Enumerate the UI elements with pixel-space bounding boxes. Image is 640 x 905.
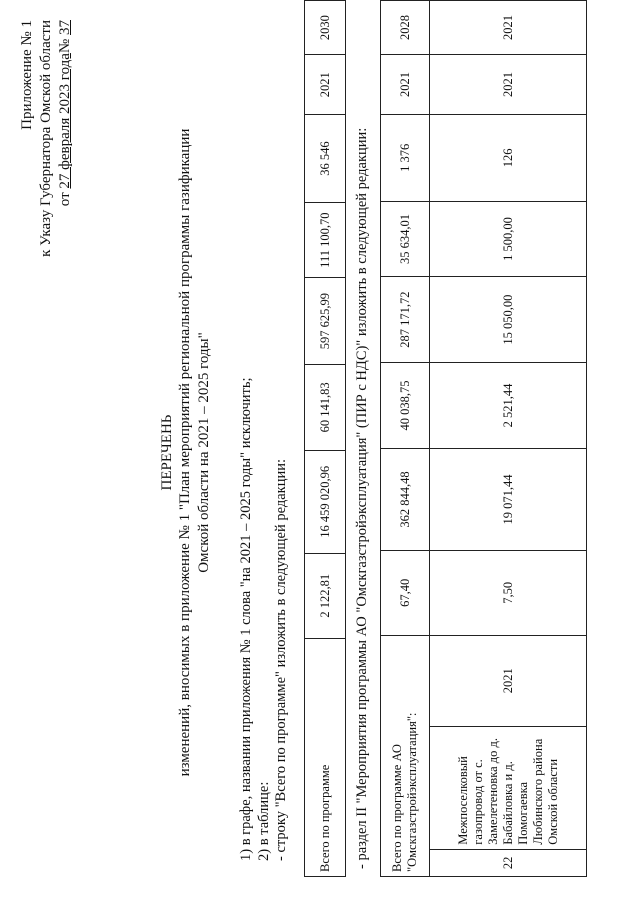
- table-cell-number: 22: [430, 849, 587, 876]
- table-row: [305, 1, 346, 877]
- heading-line2: Омской области на 2021 – 2025 годы": [195, 332, 212, 573]
- intro-item2: 2) в таблице:: [255, 781, 272, 861]
- table-cell: 1 500,00: [430, 201, 587, 276]
- table-cell-year: 2021: [430, 635, 587, 726]
- section2-text: - раздел II "Мероприятия программы АО "Омскгазстройэксплуатация" (ПИР с НДС)" изложить в следующей редакции:: [354, 127, 370, 869]
- table-cell: 36 546: [305, 115, 346, 203]
- table-cell: 362 844,48: [381, 448, 430, 550]
- document-heading: [158, 0, 213, 905]
- appendix-line3: [56, 20, 75, 257]
- table-cell: 40 038,75: [381, 363, 430, 449]
- table-cell: 597 625,99: [305, 278, 346, 364]
- table-cell: 2 122,81: [305, 553, 346, 638]
- table-cell: 35 634,01: [381, 201, 430, 276]
- table-cell: 2021: [305, 55, 346, 115]
- table-cell: 126: [430, 114, 587, 201]
- table-cell: 2 521,44: [430, 363, 587, 449]
- table-cell: 16 459 020,96: [305, 451, 346, 554]
- heading-title: ПЕРЕЧЕНЬ: [159, 414, 175, 491]
- appendix-line2: к Указу Губернатора Омской области: [37, 20, 54, 257]
- appendix-number: 37: [56, 20, 73, 35]
- appendix-number-prefix: №: [56, 38, 73, 54]
- appendix-header: [18, 20, 74, 257]
- heading-line1: изменений, вносимых в приложение № 1 "План мероприятий региональной программы газификации: [177, 128, 194, 777]
- table-cell: 60 141,83: [305, 364, 346, 450]
- table-cell-name: Всего по программе: [305, 638, 346, 876]
- table-cell: 2028: [381, 1, 430, 55]
- intro-item3: - строку "Всего по программе" изложить в следующей редакции:: [273, 458, 290, 861]
- table-cell: 19 071,44: [430, 448, 587, 550]
- table-cell-name: Межпоселковый газопровод от с. Замелетеновка до д. Бабайловка и д. Помогаевка Любинского района Омской области: [430, 726, 587, 849]
- table-cell: 2021: [430, 1, 587, 55]
- table-row: [430, 1, 587, 877]
- appendix-from: от: [56, 192, 73, 207]
- table-cell-name: Всего по программе АО "Омскгазстройэксплуатация":: [381, 635, 430, 876]
- section2-table: [380, 0, 587, 877]
- table-cell: 2030: [305, 1, 346, 55]
- table-cell: 7,50: [430, 551, 587, 636]
- table-cell: 15 050,00: [430, 277, 587, 363]
- appendix-line1: Приложение № 1: [19, 20, 35, 130]
- table-row: [381, 1, 430, 877]
- table-cell: 111 100,70: [305, 202, 346, 278]
- program-total-table: [304, 0, 346, 877]
- intro-item1: 1) в графе, названии приложения № 1 слова "на 2021 – 2025 годы" исключить;: [238, 377, 254, 861]
- table-cell: 2021: [430, 55, 587, 115]
- table-cell: 67,40: [381, 551, 430, 636]
- table-cell: 2021: [381, 55, 430, 115]
- appendix-date: 27 февраля 2023 года: [56, 53, 73, 189]
- table-cell: 1 376: [381, 114, 430, 201]
- table-cell: 287 171,72: [381, 277, 430, 363]
- intro-items: [238, 378, 291, 861]
